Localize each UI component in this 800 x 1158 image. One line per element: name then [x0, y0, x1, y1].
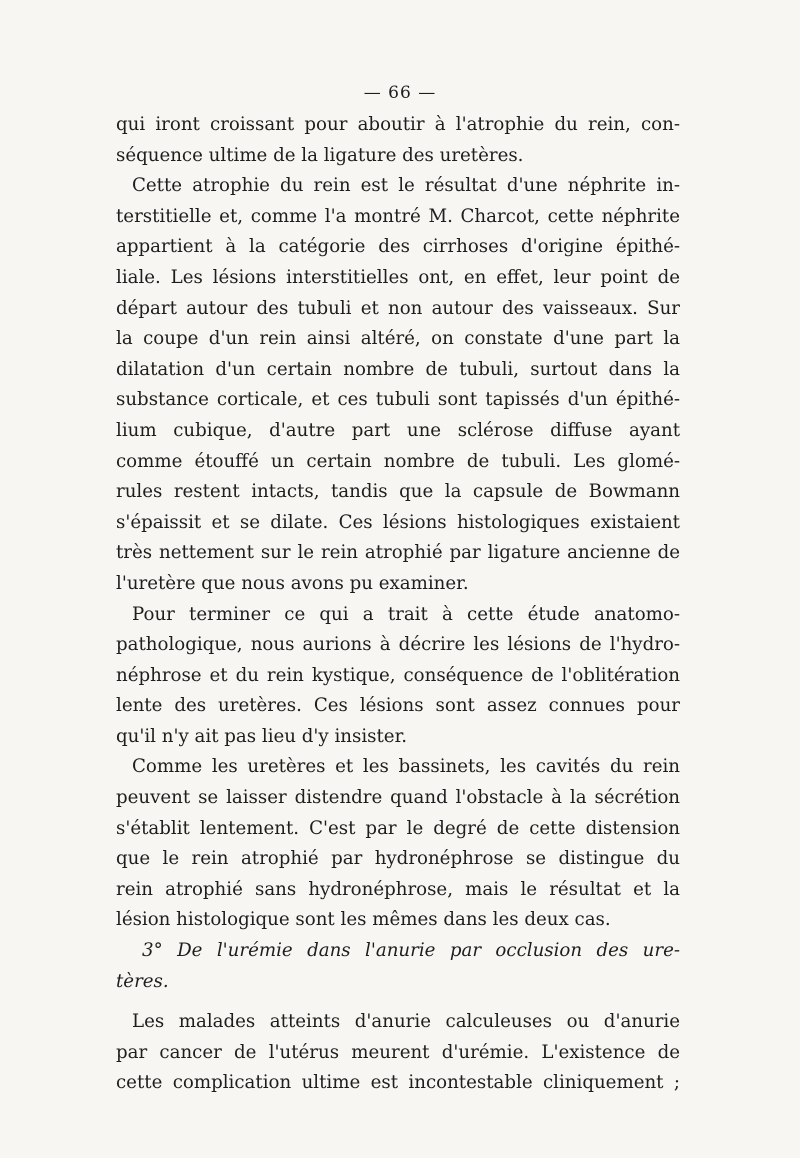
text-line: peuvent se laisser distendre quand l'obstacle à la sécrétion	[116, 787, 680, 809]
text-line: dilatation d'un certain nombre de tubuli, surtout dans la	[116, 358, 680, 380]
text-line: séquence ultime de la ligature des uretères.	[116, 144, 524, 166]
text-line: très nettement sur le rein atrophié par ligature ancienne de	[116, 542, 680, 564]
text-line: par cancer de l'utérus meurent d'urémie. L'existence de	[116, 1041, 680, 1063]
text-line: liale. Les lésions interstitielles ont, en effet, leur point de	[116, 266, 680, 288]
body-text	[116, 110, 680, 1099]
text-line: appartient à la catégorie des cirrhoses d'origine épithé-	[116, 236, 680, 258]
text-line: lente des uretères. Ces lésions sont assez connues pour	[116, 695, 680, 717]
text-line: pathologique, nous aurions à décrire les lésions de l'hydro-	[116, 634, 680, 656]
paragraph-start-line: Cette atrophie du rein est le résultat d'une néphrite in-	[132, 175, 680, 197]
section-heading-continuation: tères.	[116, 970, 169, 992]
text-line: lium cubique, d'autre part une sclérose diffuse ayant	[116, 419, 680, 441]
text-line: départ autour des tubuli et non autour des vaisseaux. Sur	[116, 297, 680, 319]
text-line: qu'il n'y ait pas lieu d'y insister.	[116, 725, 408, 747]
text-line: rules restent intacts, tandis que la capsule de Bowmann	[116, 481, 680, 503]
text-line: comme étouffé un certain nombre de tubuli. Les glomé-	[116, 450, 680, 472]
section-heading: 3° De l'urémie dans l'anurie par occlusion des ure-	[142, 940, 680, 962]
text-line: s'établit lentement. C'est par le degré de cette distension	[116, 817, 680, 839]
text-line: lésion histologique sont les mêmes dans les deux cas.	[116, 909, 611, 931]
text-line: s'épaissit et se dilate. Ces lésions histologiques existaient	[116, 511, 680, 533]
text-line: qui iront croissant pour aboutir à l'atrophie du rein, con-	[116, 114, 680, 135]
text-line: que le rein atrophié par hydronéphrose se distingue du	[116, 848, 680, 870]
text-line: terstitielle et, comme l'a montré M. Charcot, cette néphrite	[116, 205, 680, 227]
text-line: cette complication ultime est incontestable cliniquement ;	[116, 1072, 680, 1094]
text-line: la coupe d'un rein ainsi altéré, on constate d'une part la	[116, 328, 680, 350]
paragraph-start-line: Pour terminer ce qui a trait à cette étude anatomo-	[132, 603, 680, 625]
text-line: rein atrophié sans hydronéphrose, mais le résultat et la	[116, 878, 680, 900]
paragraph-start-line: Les malades atteints d'anurie calculeuses ou d'anurie	[132, 1011, 680, 1033]
text-line: substance corticale, et ces tubuli sont tapissés d'un épithé-	[116, 389, 680, 411]
text-line: l'uretère que nous avons pu examiner.	[116, 572, 469, 594]
page-number: — 66 —	[363, 83, 437, 103]
paragraph-start-line: Comme les uretères et les bassinets, les cavités du rein	[132, 756, 680, 778]
text-line: néphrose et du rein kystique, conséquence de l'oblitération	[116, 664, 680, 686]
